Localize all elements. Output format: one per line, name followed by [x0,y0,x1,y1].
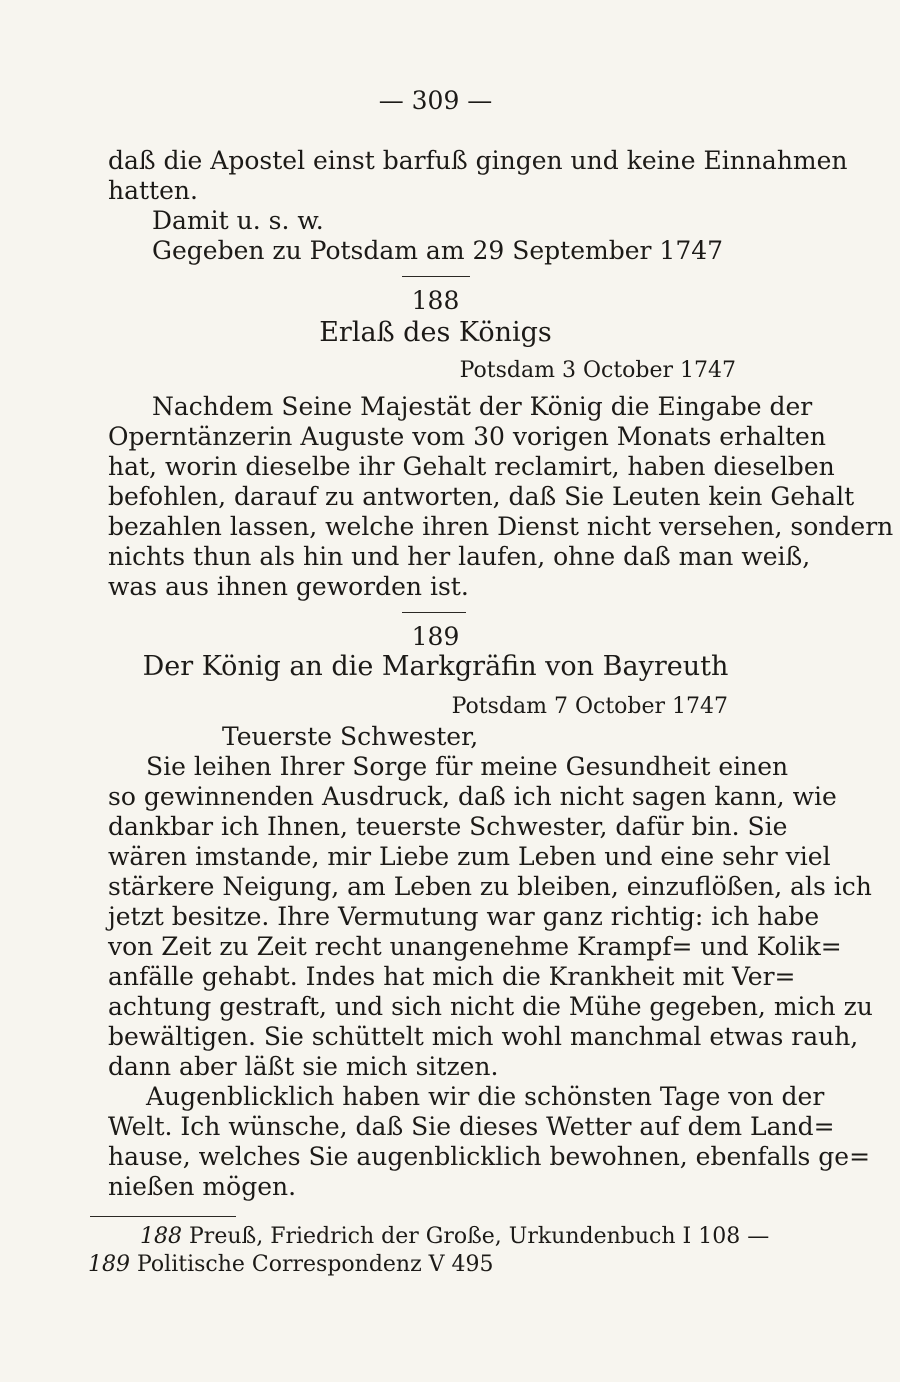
footnote-number: 188 [140,1224,182,1249]
text-line: dann aber läßt sie mich sitzen. [108,1052,499,1081]
closing-phrase: Damit u. s. w. [152,206,324,235]
text-line: was aus ihnen geworden ist. [108,572,469,601]
text-line: von Zeit zu Zeit recht unangenehme Krampf= und Kolik= [108,932,842,961]
document-title: Der König an die Markgräfin von Bayreuth [142,651,729,682]
text-line: anfälle gehabt. Indes hat mich die Krankheit mit Ver= [108,962,796,991]
text-line: achtung gestraft, und sich nicht die Mühe gegeben, mich zu [108,992,873,1021]
text-line: Augenblicklich haben wir die schönsten Tage von der [146,1082,825,1111]
text-line: bezahlen lassen, welche ihren Dienst nicht versehen, sondern [108,512,894,541]
footnote-rule [90,1216,236,1217]
section-divider [402,612,466,613]
salutation: Teuerste Schwester, [222,722,479,751]
footnote-text: Preuß, Friedrich der Große, Urkundenbuch I 108 — [189,1224,770,1249]
text-line: befohlen, darauf zu antworten, daß Sie Leuten kein Gehalt [108,482,855,511]
place-date: Potsdam 3 October 1747 [459,358,736,383]
footnote [140,1222,770,1252]
document-title: Erlaß des Königs [319,317,552,348]
text-line: hause, welches Sie augenblicklich bewohnen, ebenfalls ge= [108,1142,871,1171]
document-number: 189 [411,622,460,651]
text-line: Welt. Ich wünsche, daß Sie dieses Wetter auf dem Land= [108,1112,835,1141]
text-line: so gewinnenden Ausdruck, daß ich nicht sagen kann, wie [108,782,837,811]
continuation-line: hatten. [108,176,198,205]
footnote-number: 189 [88,1252,130,1277]
text-line: Operntänzerin Auguste vom 30 vorigen Monats erhalten [108,422,826,451]
document-number: 188 [411,286,460,315]
text-line: wären imstande, mir Liebe zum Leben und eine sehr viel [108,842,831,871]
text-line: hat, worin dieselbe ihr Gehalt reclamirt, haben dieselben [108,452,835,481]
text-line: bewältigen. Sie schüttelt mich wohl manchmal etwas rauh, [108,1022,859,1051]
text-line: Sie leihen Ihrer Sorge für meine Gesundheit einen [146,752,789,781]
text-line: stärkere Neigung, am Leben zu bleiben, einzuflößen, als ich [108,872,872,901]
text-line: nichts thun als hin und her laufen, ohne daß man weiß, [108,542,811,571]
page-number: — 309 — [378,86,493,115]
section-divider [402,276,470,277]
text-line: jetzt besitze. Ihre Vermutung war ganz richtig: ich habe [108,902,820,931]
place-date: Potsdam 7 October 1747 [451,694,728,719]
text-line: dankbar ich Ihnen, teuerste Schwester, dafür bin. Sie [108,812,788,841]
footnote-text: Politische Correspondenz V 495 [137,1252,494,1277]
footnote [88,1250,708,1280]
dateline: Gegeben zu Potsdam am 29 September 1747 [152,236,724,265]
text-line: Nachdem Seine Majestät der König die Eingabe der [152,392,813,421]
text-line: nießen mögen. [108,1172,297,1201]
continuation-line: daß die Apostel einst barfuß gingen und keine Einnahmen [108,146,848,175]
